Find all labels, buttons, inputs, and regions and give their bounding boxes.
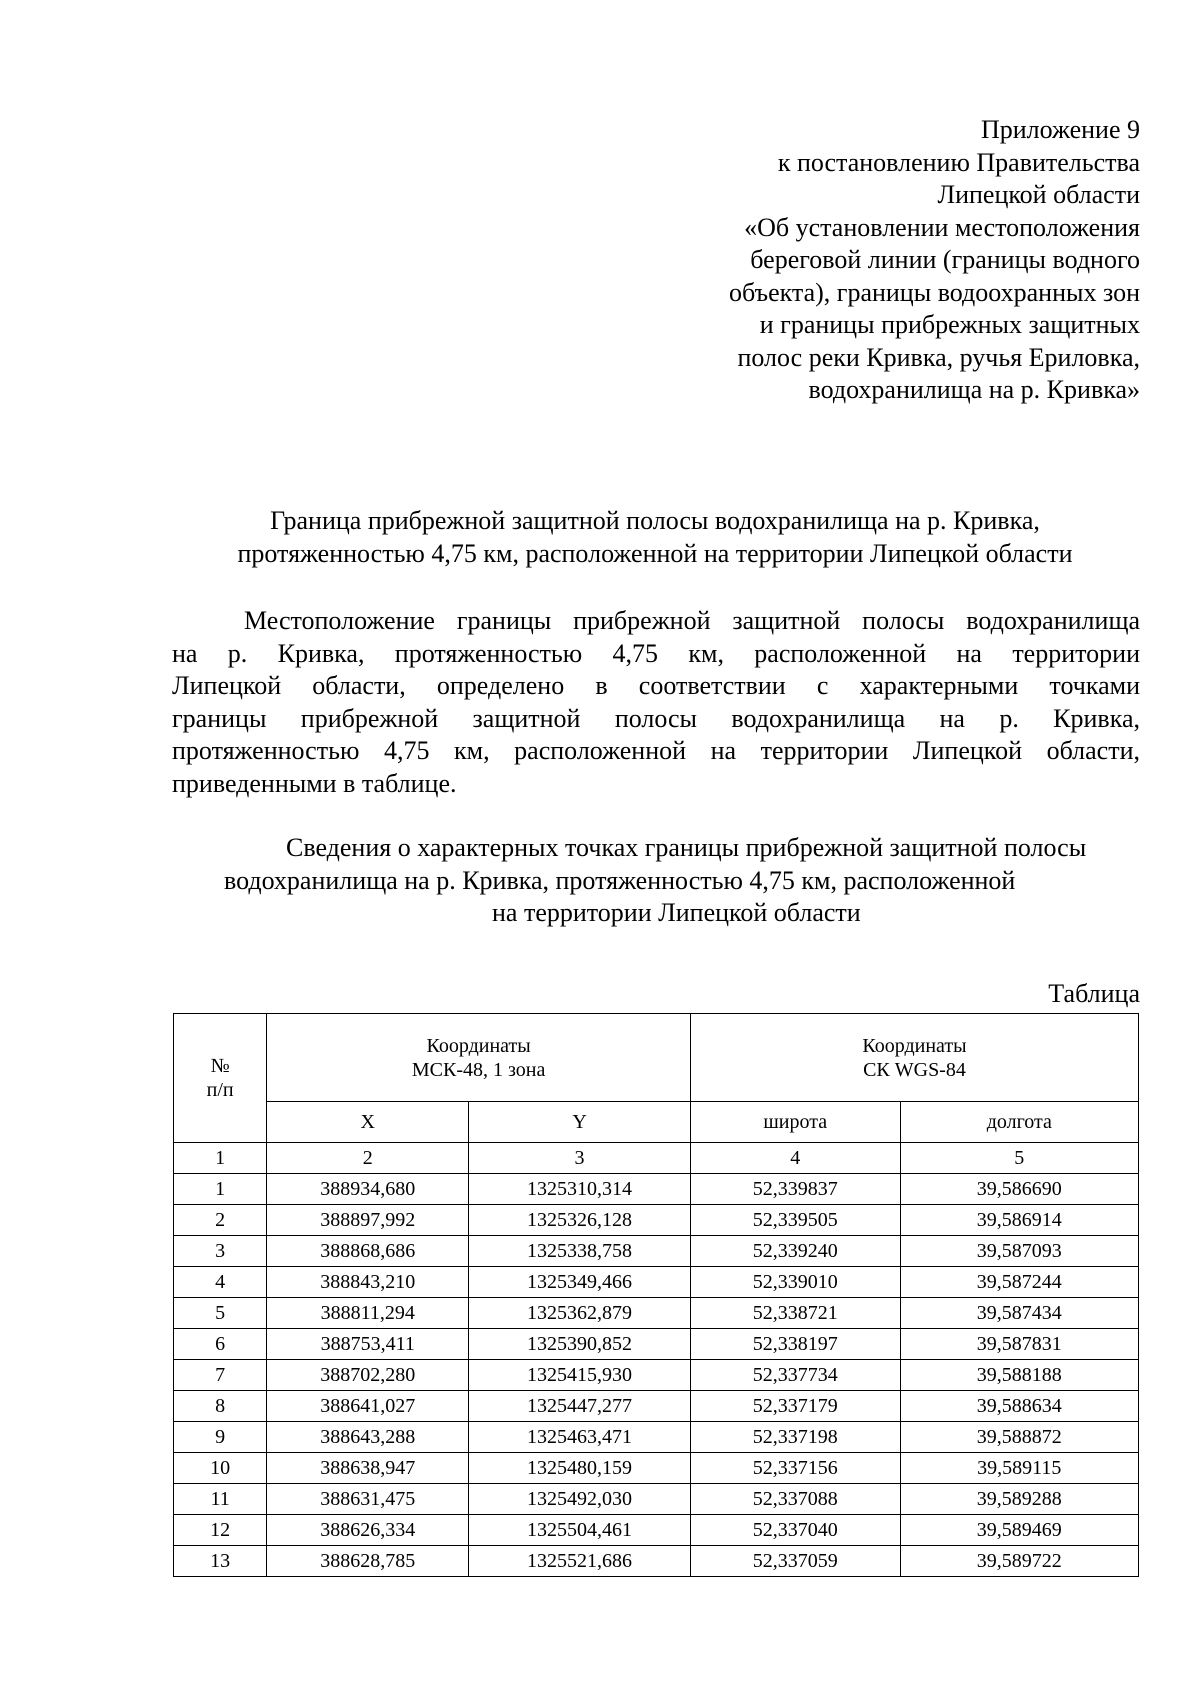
cell-x: 388638,947	[267, 1453, 469, 1484]
table-row	[174, 1298, 1139, 1329]
cell-x: 388934,680	[267, 1174, 469, 1205]
cell-longitude: 39,589722	[900, 1546, 1138, 1577]
cell-longitude: 39,588188	[900, 1360, 1138, 1391]
cell-x: 388641,027	[267, 1391, 469, 1422]
table-row	[174, 1236, 1139, 1267]
cell-latitude: 52,337156	[690, 1453, 900, 1484]
cell-latitude: 52,337734	[690, 1360, 900, 1391]
cell-x: 388843,210	[267, 1267, 469, 1298]
cell-number: 13	[174, 1546, 267, 1577]
cell-number: 8	[174, 1391, 267, 1422]
cell-number: 5	[174, 1298, 267, 1329]
cell-latitude: 52,337040	[690, 1515, 900, 1546]
table-row	[174, 1360, 1139, 1391]
col-header-y: Y	[469, 1102, 691, 1143]
document-title	[170, 504, 1140, 570]
cell-number: 3	[174, 1236, 267, 1267]
cell-y: 1325492,030	[469, 1484, 691, 1515]
num-header-symbol: №	[210, 1055, 230, 1077]
table-row	[174, 1205, 1139, 1236]
cell-longitude: 39,587093	[900, 1236, 1138, 1267]
wgs-header	[690, 1014, 1138, 1102]
cell-number: 1	[174, 1174, 267, 1205]
appendix-line: полос реки Кривка, ручья Ериловка,	[737, 342, 1140, 372]
appendix-line: объекта), границы водоохранных зон	[729, 277, 1140, 307]
appendix-line: «Об установлении местоположения	[744, 212, 1140, 242]
cell-y: 1325338,758	[469, 1236, 691, 1267]
cell-longitude: 39,587244	[900, 1267, 1138, 1298]
column-number: 1	[174, 1143, 267, 1174]
cell-longitude: 39,589288	[900, 1484, 1138, 1515]
appendix-line: Липецкой области	[937, 180, 1140, 209]
num-header-label: п/п	[206, 1079, 234, 1101]
cell-y: 1325349,466	[469, 1267, 691, 1298]
cell-number: 11	[174, 1484, 267, 1515]
col-header-x: X	[267, 1102, 469, 1143]
cell-number: 10	[174, 1453, 267, 1484]
table-row	[174, 1422, 1139, 1453]
table-heading-line: Сведения о характерных точках границы прибрежной защитной полосы	[286, 833, 1087, 862]
column-number: 2	[267, 1143, 469, 1174]
table-row	[174, 1484, 1139, 1515]
cell-number: 7	[174, 1360, 267, 1391]
cell-y: 1325326,128	[469, 1205, 691, 1236]
cell-number: 2	[174, 1205, 267, 1236]
column-number: 5	[900, 1143, 1138, 1174]
table-row	[174, 1174, 1139, 1205]
cell-x: 388702,280	[267, 1360, 469, 1391]
table-row	[174, 1515, 1139, 1546]
cell-longitude: 39,588872	[900, 1422, 1138, 1453]
cell-x: 388643,288	[267, 1422, 469, 1453]
cell-number: 4	[174, 1267, 267, 1298]
column-numbers-row	[174, 1143, 1139, 1174]
cell-latitude: 52,338197	[690, 1329, 900, 1360]
msk-header-title: Координаты	[426, 1034, 531, 1057]
msk-header-system: МСК-48, 1 зона	[411, 1058, 546, 1081]
msk-header	[267, 1014, 691, 1102]
cell-number: 12	[174, 1515, 267, 1546]
cell-latitude: 52,337179	[690, 1391, 900, 1422]
cell-latitude: 52,337059	[690, 1546, 900, 1577]
paragraph-line: Местоположение границы прибрежной защитной полосы водохранилища	[244, 606, 1140, 635]
table-row	[174, 1391, 1139, 1422]
cell-y: 1325480,159	[469, 1453, 691, 1484]
paragraph-line: границы прибрежной защитной полосы водохранилища на р. Кривка,	[172, 703, 1140, 733]
num-header	[174, 1014, 267, 1143]
cell-x: 388628,785	[267, 1546, 469, 1577]
cell-longitude: 39,586914	[900, 1205, 1138, 1236]
table-row	[174, 1453, 1139, 1484]
cell-longitude: 39,588634	[900, 1391, 1138, 1422]
column-number: 3	[469, 1143, 691, 1174]
cell-x: 388811,294	[267, 1298, 469, 1329]
cell-y: 1325362,879	[469, 1298, 691, 1329]
cell-y: 1325521,686	[469, 1546, 691, 1577]
cell-longitude: 39,589469	[900, 1515, 1138, 1546]
cell-x: 388897,992	[267, 1205, 469, 1236]
appendix-line: Приложение 9	[980, 115, 1140, 144]
wgs-header-system: СК WGS-84	[863, 1058, 966, 1081]
cell-number: 6	[174, 1329, 267, 1360]
table-heading-line: водохранилища на р. Кривка, протяженностью 4,75 км, расположенной	[224, 865, 1016, 895]
table-row	[174, 1546, 1139, 1577]
cell-y: 1325390,852	[469, 1329, 691, 1360]
cell-latitude: 52,339837	[690, 1174, 900, 1205]
cell-y: 1325463,471	[469, 1422, 691, 1453]
cell-longitude: 39,587831	[900, 1329, 1138, 1360]
cell-latitude: 52,338721	[690, 1298, 900, 1329]
column-number: 4	[690, 1143, 900, 1174]
cell-longitude: 39,589115	[900, 1453, 1138, 1484]
paragraph-line: протяженностью 4,75 км, расположенной на территории Липецкой области,	[172, 736, 1140, 765]
cell-latitude: 52,339010	[690, 1267, 900, 1298]
cell-x: 388753,411	[267, 1329, 469, 1360]
col-header-longitude: долгота	[900, 1102, 1138, 1143]
cell-longitude: 39,587434	[900, 1298, 1138, 1329]
title-line: Граница прибрежной защитной полосы водохранилища на р. Кривка,	[270, 506, 1040, 535]
paragraph-line: приведенными в таблице.	[172, 768, 457, 798]
cell-x: 388626,334	[267, 1515, 469, 1546]
coordinates-table	[173, 1013, 1139, 1577]
paragraph-line: на р. Кривка, протяженностью 4,75 км, расположенной на территории	[172, 638, 1140, 668]
paragraph-line: Липецкой области, определено в соответствии с характерными точками	[172, 671, 1140, 700]
cell-x: 388631,475	[267, 1484, 469, 1515]
appendix-header	[660, 114, 1140, 407]
cell-x: 388868,686	[267, 1236, 469, 1267]
cell-longitude: 39,586690	[900, 1174, 1138, 1205]
cell-y: 1325447,277	[469, 1391, 691, 1422]
appendix-line: и границы прибрежных защитных	[759, 310, 1140, 339]
cell-latitude: 52,339505	[690, 1205, 900, 1236]
appendix-line: к постановлению Правительства	[777, 147, 1140, 177]
table-row	[174, 1329, 1139, 1360]
col-header-latitude: широта	[690, 1102, 900, 1143]
table-caption: Таблица	[1048, 979, 1140, 1008]
cell-number: 9	[174, 1422, 267, 1453]
wgs-header-title: Координаты	[862, 1034, 967, 1057]
title-line: протяженностью 4,75 км, расположенной на территории Липецкой области	[237, 539, 1073, 568]
appendix-line: береговой линии (границы водного	[750, 245, 1140, 274]
table-row	[174, 1267, 1139, 1298]
cell-latitude: 52,337198	[690, 1422, 900, 1453]
cell-y: 1325415,930	[469, 1360, 691, 1391]
appendix-line: водохранилища на р. Кривка»	[808, 375, 1140, 404]
cell-y: 1325310,314	[469, 1174, 691, 1205]
table-heading-line: на территории Липецкой области	[492, 898, 861, 927]
cell-y: 1325504,461	[469, 1515, 691, 1546]
cell-latitude: 52,339240	[690, 1236, 900, 1267]
body-paragraph	[172, 605, 1140, 800]
table-heading	[172, 832, 1140, 930]
cell-latitude: 52,337088	[690, 1484, 900, 1515]
